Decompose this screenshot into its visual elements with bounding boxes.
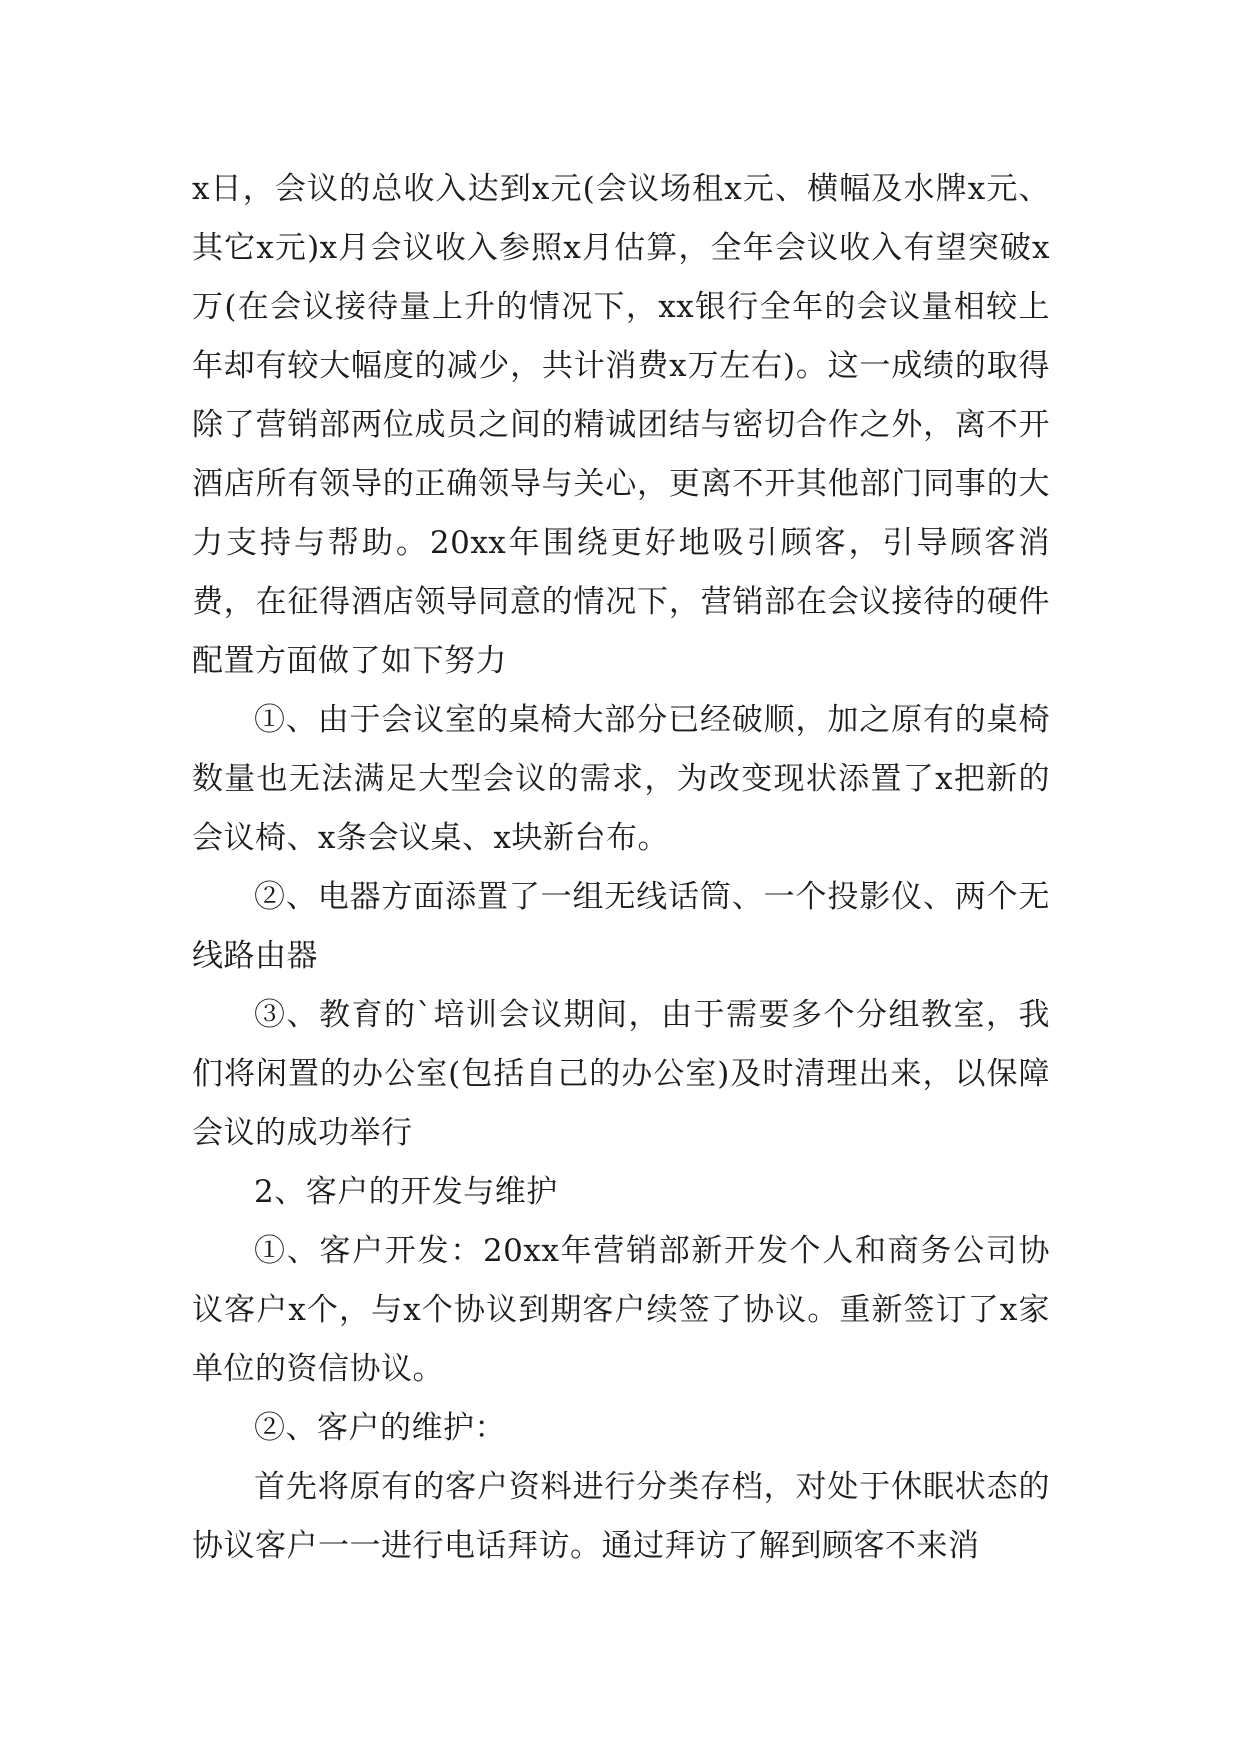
paragraph-customer-development: ①、客户开发：20xx年营销部新开发个人和商务公司协议客户x个，与x个协议到期客户续签了协议。重新签订了x家单位的资信协议。 — [192, 1233, 1050, 1387]
paragraph-meeting-revenue: x日，会议的总收入达到x元(会议场租x元、横幅及水牌x元、其它x元)x月会议收入参照x月估算，全年会议收入有望突破x万(在会议接待量上升的情况下，xx银行全年的会议量相较上年却有较大幅度的减少，共计消费x万左右)。这一成绩的取得除了营销部两位成员之间的精诚团结与密切合作之外，离不开酒店所有领导的正确领导与关心，更离不开其他部门同事的大力支持与帮助。20xx年围绕更好地吸引顾客，引导顾客消费，在征得酒店领导同意的情况下，营销部在会议接待的硬件配置方面做了如下努力 — [192, 171, 1050, 679]
subheading-customer-maintenance: ②、客户的维护： — [254, 1410, 506, 1446]
paragraph-electrical: ②、电器方面添置了一组无线话筒、一个投影仪、两个无线路由器 — [192, 879, 1050, 974]
paragraph-training-rooms: ③、教育的`培训会议期间，由于需要多个分组教室，我们将闲置的办公室(包括自己的办公室)及时清理出来，以保障会议的成功举行 — [192, 997, 1050, 1151]
section-heading-customers: 2、客户的开发与维护 — [254, 1174, 558, 1210]
paragraph-customer-archive: 首先将原有的客户资料进行分类存档，对处于休眠状态的协议客户一一进行电话拜访。通过拜访了解到顾客不来消 — [192, 1469, 1050, 1564]
document-page — [192, 160, 1050, 1576]
paragraph-furniture: ①、由于会议室的桌椅大部分已经破顺，加之原有的桌椅数量也无法满足大型会议的需求，为改变现状添置了x把新的会议椅、x条会议桌、x块新台布。 — [192, 702, 1050, 856]
